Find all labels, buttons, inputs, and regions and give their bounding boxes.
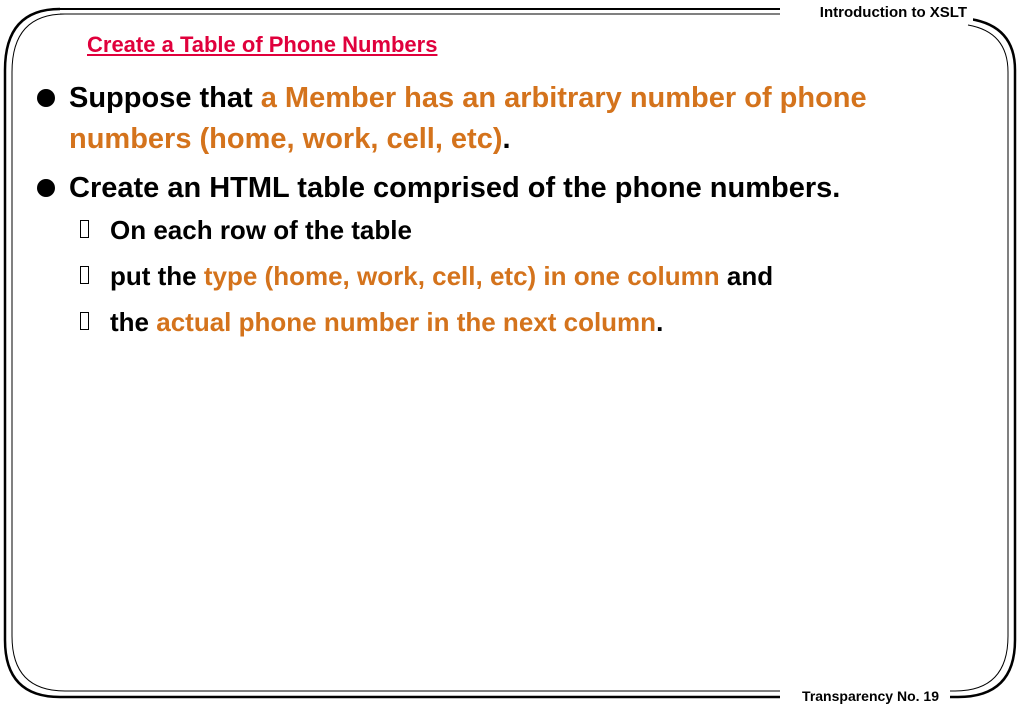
sub-bullet-item <box>80 211 980 249</box>
sub-bullet-text: On each row of the table <box>110 215 412 245</box>
bullet-text: Suppose that <box>69 82 261 114</box>
sub-bullet-text: . <box>656 307 664 337</box>
sub-bullet-text: the <box>110 307 157 337</box>
slide-number: Transparency No. 19 <box>796 687 945 705</box>
missing-glyph-icon <box>80 220 89 238</box>
sub-bullet-highlight: actual phone number in the next column <box>156 307 657 337</box>
bullet-list <box>34 78 994 217</box>
bullet-dot-icon <box>37 179 55 197</box>
bullet-text: . <box>502 123 511 155</box>
missing-glyph-icon <box>80 312 89 330</box>
bullet-dot-icon <box>37 89 55 107</box>
bullet-item <box>34 78 994 160</box>
presentation-title: Introduction to XSLT <box>814 4 973 22</box>
sub-bullet-item <box>80 303 980 341</box>
sub-bullet-highlight: type (home, work, cell, etc) in one column <box>203 261 720 291</box>
missing-glyph-icon <box>80 266 89 284</box>
slide-title: Create a Table of Phone Numbers <box>87 32 438 57</box>
sub-bullet-text: put the <box>110 261 204 291</box>
bullet-text: Create an HTML table comprised of the phone numbers. <box>69 172 841 204</box>
sub-bullet-text: and <box>719 261 774 291</box>
sub-bullet-item <box>80 257 980 295</box>
bullet-item <box>34 168 994 209</box>
sub-bullet-list <box>80 211 980 349</box>
bullet-highlight: a Member has an arbitrary number of phone numbers (home, work, cell, etc) <box>69 82 867 155</box>
